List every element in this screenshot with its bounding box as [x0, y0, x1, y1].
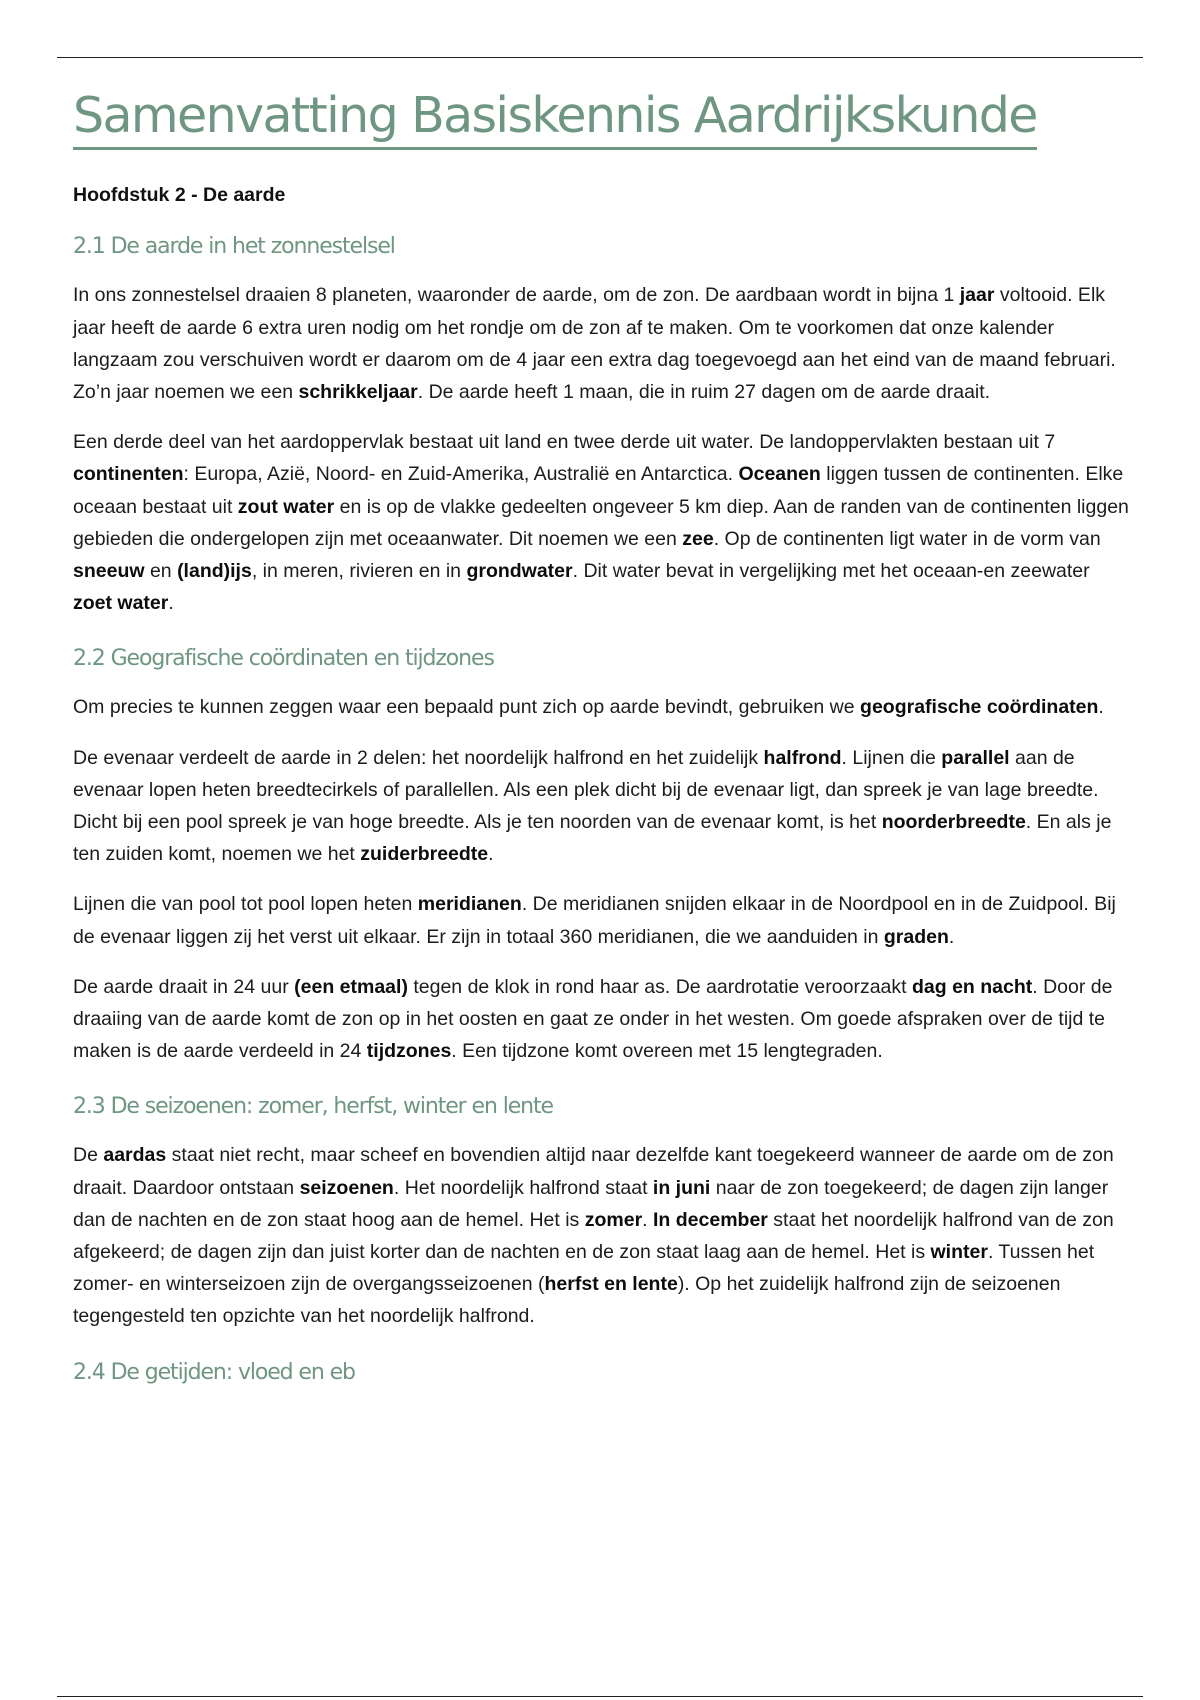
text-run: Een derde deel van het aardoppervlak bestaat uit land en twee derde uit water. De landoppervlakten bestaan uit 7 — [73, 431, 1056, 454]
paragraph — [73, 742, 1133, 871]
text-run: Lijnen die van pool tot pool lopen heten — [73, 893, 418, 916]
paragraph — [73, 426, 1133, 619]
bold-term: halfrond — [763, 746, 842, 769]
bold-term: meridianen — [417, 893, 522, 916]
bold-term: winter — [930, 1241, 988, 1264]
paragraph — [73, 888, 1133, 952]
text-run: staat het noordelijk halfrond van de zon afgekeerd; de dagen zijn dan juist korter dan de nachten en de zon staat laag aan de hemel. Het is — [73, 1208, 1114, 1264]
bold-term: zomer — [584, 1208, 643, 1231]
text-run: , in meren, rivieren en in — [251, 559, 467, 582]
text-run: tegen de klok in rond haar as. De aardrotatie veroorzaakt — [407, 975, 912, 998]
text-run: aan de evenaar lopen heten breedtecirkels of parallellen. Als een plek dicht bij de evenaar ligt, dan spreek je van lage breedte. Dicht bij een pool spreek je van hoge breedte. Als je ten noorden van de evenaar komt, is het — [73, 746, 1099, 833]
text-run: . Lijnen die — [841, 746, 942, 769]
text-run: De — [73, 1144, 104, 1167]
bold-term: sneeuw — [73, 559, 145, 582]
text-run: Om precies te kunnen zeggen waar een bepaald punt zich op aarde bevindt, gebruiken we — [73, 696, 861, 719]
bold-term: zee — [682, 527, 714, 550]
text-run: De evenaar verdeelt de aarde in 2 delen: het noordelijk halfrond en het zuidelijk — [73, 746, 764, 769]
bold-term: Oceanen — [738, 463, 821, 486]
paragraph — [73, 279, 1133, 408]
bold-term: seizoenen — [299, 1176, 394, 1199]
text-run: De aarde draait in 24 uur — [73, 975, 295, 998]
text-run: . — [948, 925, 955, 948]
text-run: . Tussen het zomer- en winterseizoen zijn de overgangsseizoenen ( — [73, 1241, 1095, 1296]
text-run: liggen tussen de continenten. Elke oceaan bestaat uit — [73, 463, 1124, 518]
text-run: : Europa, Azië, Noord- en Zuid-Amerika, Australië en Antarctica. — [183, 463, 739, 486]
bold-term: in juni — [652, 1176, 711, 1199]
bold-term: geografische coördinaten — [860, 696, 1099, 719]
section-heading: 2.4 De getijden: vloed en eb — [73, 1359, 355, 1385]
section-heading: 2.1 De aarde in het zonnestelsel — [73, 234, 395, 260]
bold-term: zout water — [237, 495, 335, 518]
bold-term: jaar — [959, 284, 995, 307]
paragraph — [73, 971, 1133, 1068]
text-run: . — [488, 843, 494, 866]
bold-term: continenten — [73, 463, 184, 486]
bold-term: In december — [653, 1208, 768, 1231]
text-run: naar de zon toegekeerd; de dagen zijn langer dan de nachten en de zon staat hoog aan de hemel. Het is — [73, 1176, 1109, 1231]
text-run: . De meridianen snijden elkaar in de Noordpool en in de Zuidpool. Bij de evenaar liggen zij het verst uit elkaar. Er zijn in totaal 360 meridianen, die we aanduiden in — [73, 893, 1116, 948]
text-run: . En als je ten zuiden komt, noemen we het — [73, 810, 1112, 866]
bold-term: schrikkeljaar — [298, 380, 418, 403]
text-run: voltooid. Elk jaar heeft de aarde 6 extra uren nodig om het rondje om de zon af te maken. Om te voorkomen dat onze kalender langzaam zou verschuiven wordt er daarom om de 4 jaar een extra dag toegevoegd aan het eind van de maand februari. Zo’n jaar noemen we een — [73, 284, 1116, 403]
section-heading: 2.3 De seizoenen: zomer, herfst, winter en lente — [73, 1094, 553, 1120]
chapter-heading: Hoofdstuk 2 - De aarde — [73, 184, 286, 207]
bold-term: dag en nacht — [911, 975, 1033, 998]
document-body — [73, 88, 1133, 1385]
text-run: . — [642, 1208, 653, 1231]
text-run: en — [144, 559, 178, 582]
text-run: In ons zonnestelsel draaien 8 planeten, waaronder de aarde, om de zon. De aardbaan wordt in bijna 1 — [73, 284, 960, 307]
text-run: . — [168, 592, 174, 615]
bold-term: grondwater — [466, 559, 573, 582]
bold-term: zuiderbreedte — [360, 843, 489, 866]
document-title: Samenvatting Basiskennis Aardrijkskunde — [73, 88, 1037, 150]
paragraph — [73, 1139, 1133, 1332]
section-heading: 2.2 Geografische coördinaten en tijdzones — [73, 646, 494, 672]
text-run: staat niet recht, maar scheef en bovendien altijd naar dezelfde kant toegekeerd wanneer de aarde om de zon draait. Daardoor ontstaan — [73, 1144, 1114, 1199]
text-run: . Op de continenten ligt water in de vorm van — [713, 527, 1101, 550]
text-run: . Het noordelijk halfrond staat — [393, 1176, 653, 1199]
bold-term: tijdzones — [366, 1040, 452, 1063]
text-run: ). Op het zuidelijk halfrond zijn de seizoenen tegengesteld ten opzichte van het noordelijk halfrond. — [73, 1273, 1061, 1328]
text-run: en is op de vlakke gedeelten ongeveer 5 km diep. Aan de randen van de continenten liggen gebieden die ondergelopen zijn met oceaanwater. Dit noemen we een — [73, 495, 1129, 550]
text-run: . De aarde heeft 1 maan, die in ruim 27 dagen om de aarde draait. — [417, 380, 991, 403]
bold-term: zoet water — [73, 592, 169, 615]
top-rule — [57, 57, 1143, 58]
sections-container — [73, 234, 1133, 1384]
bold-term: (land)ijs — [177, 559, 252, 582]
text-run: . — [1098, 696, 1104, 719]
bottom-rule — [57, 1696, 1143, 1697]
text-run: . Dit water bevat in vergelijking met het oceaan-en zeewater — [572, 559, 1090, 582]
text-run: . Een tijdzone komt overeen met 15 lengtegraden. — [451, 1040, 883, 1063]
bold-term: (een etmaal) — [294, 975, 408, 998]
bold-term: parallel — [941, 746, 1010, 769]
text-run: . Door de draaiing van de aarde komt de zon op in het oosten en gaat ze onder in het westen. Om goede afspraken over de tijd te maken is de aarde verdeeld in 24 — [73, 975, 1113, 1063]
bold-term: aardas — [103, 1144, 167, 1167]
bold-term: herfst en lente — [544, 1273, 678, 1296]
paragraph — [73, 691, 1133, 723]
bold-term: graden — [883, 925, 949, 948]
bold-term: noorderbreedte — [881, 810, 1026, 833]
